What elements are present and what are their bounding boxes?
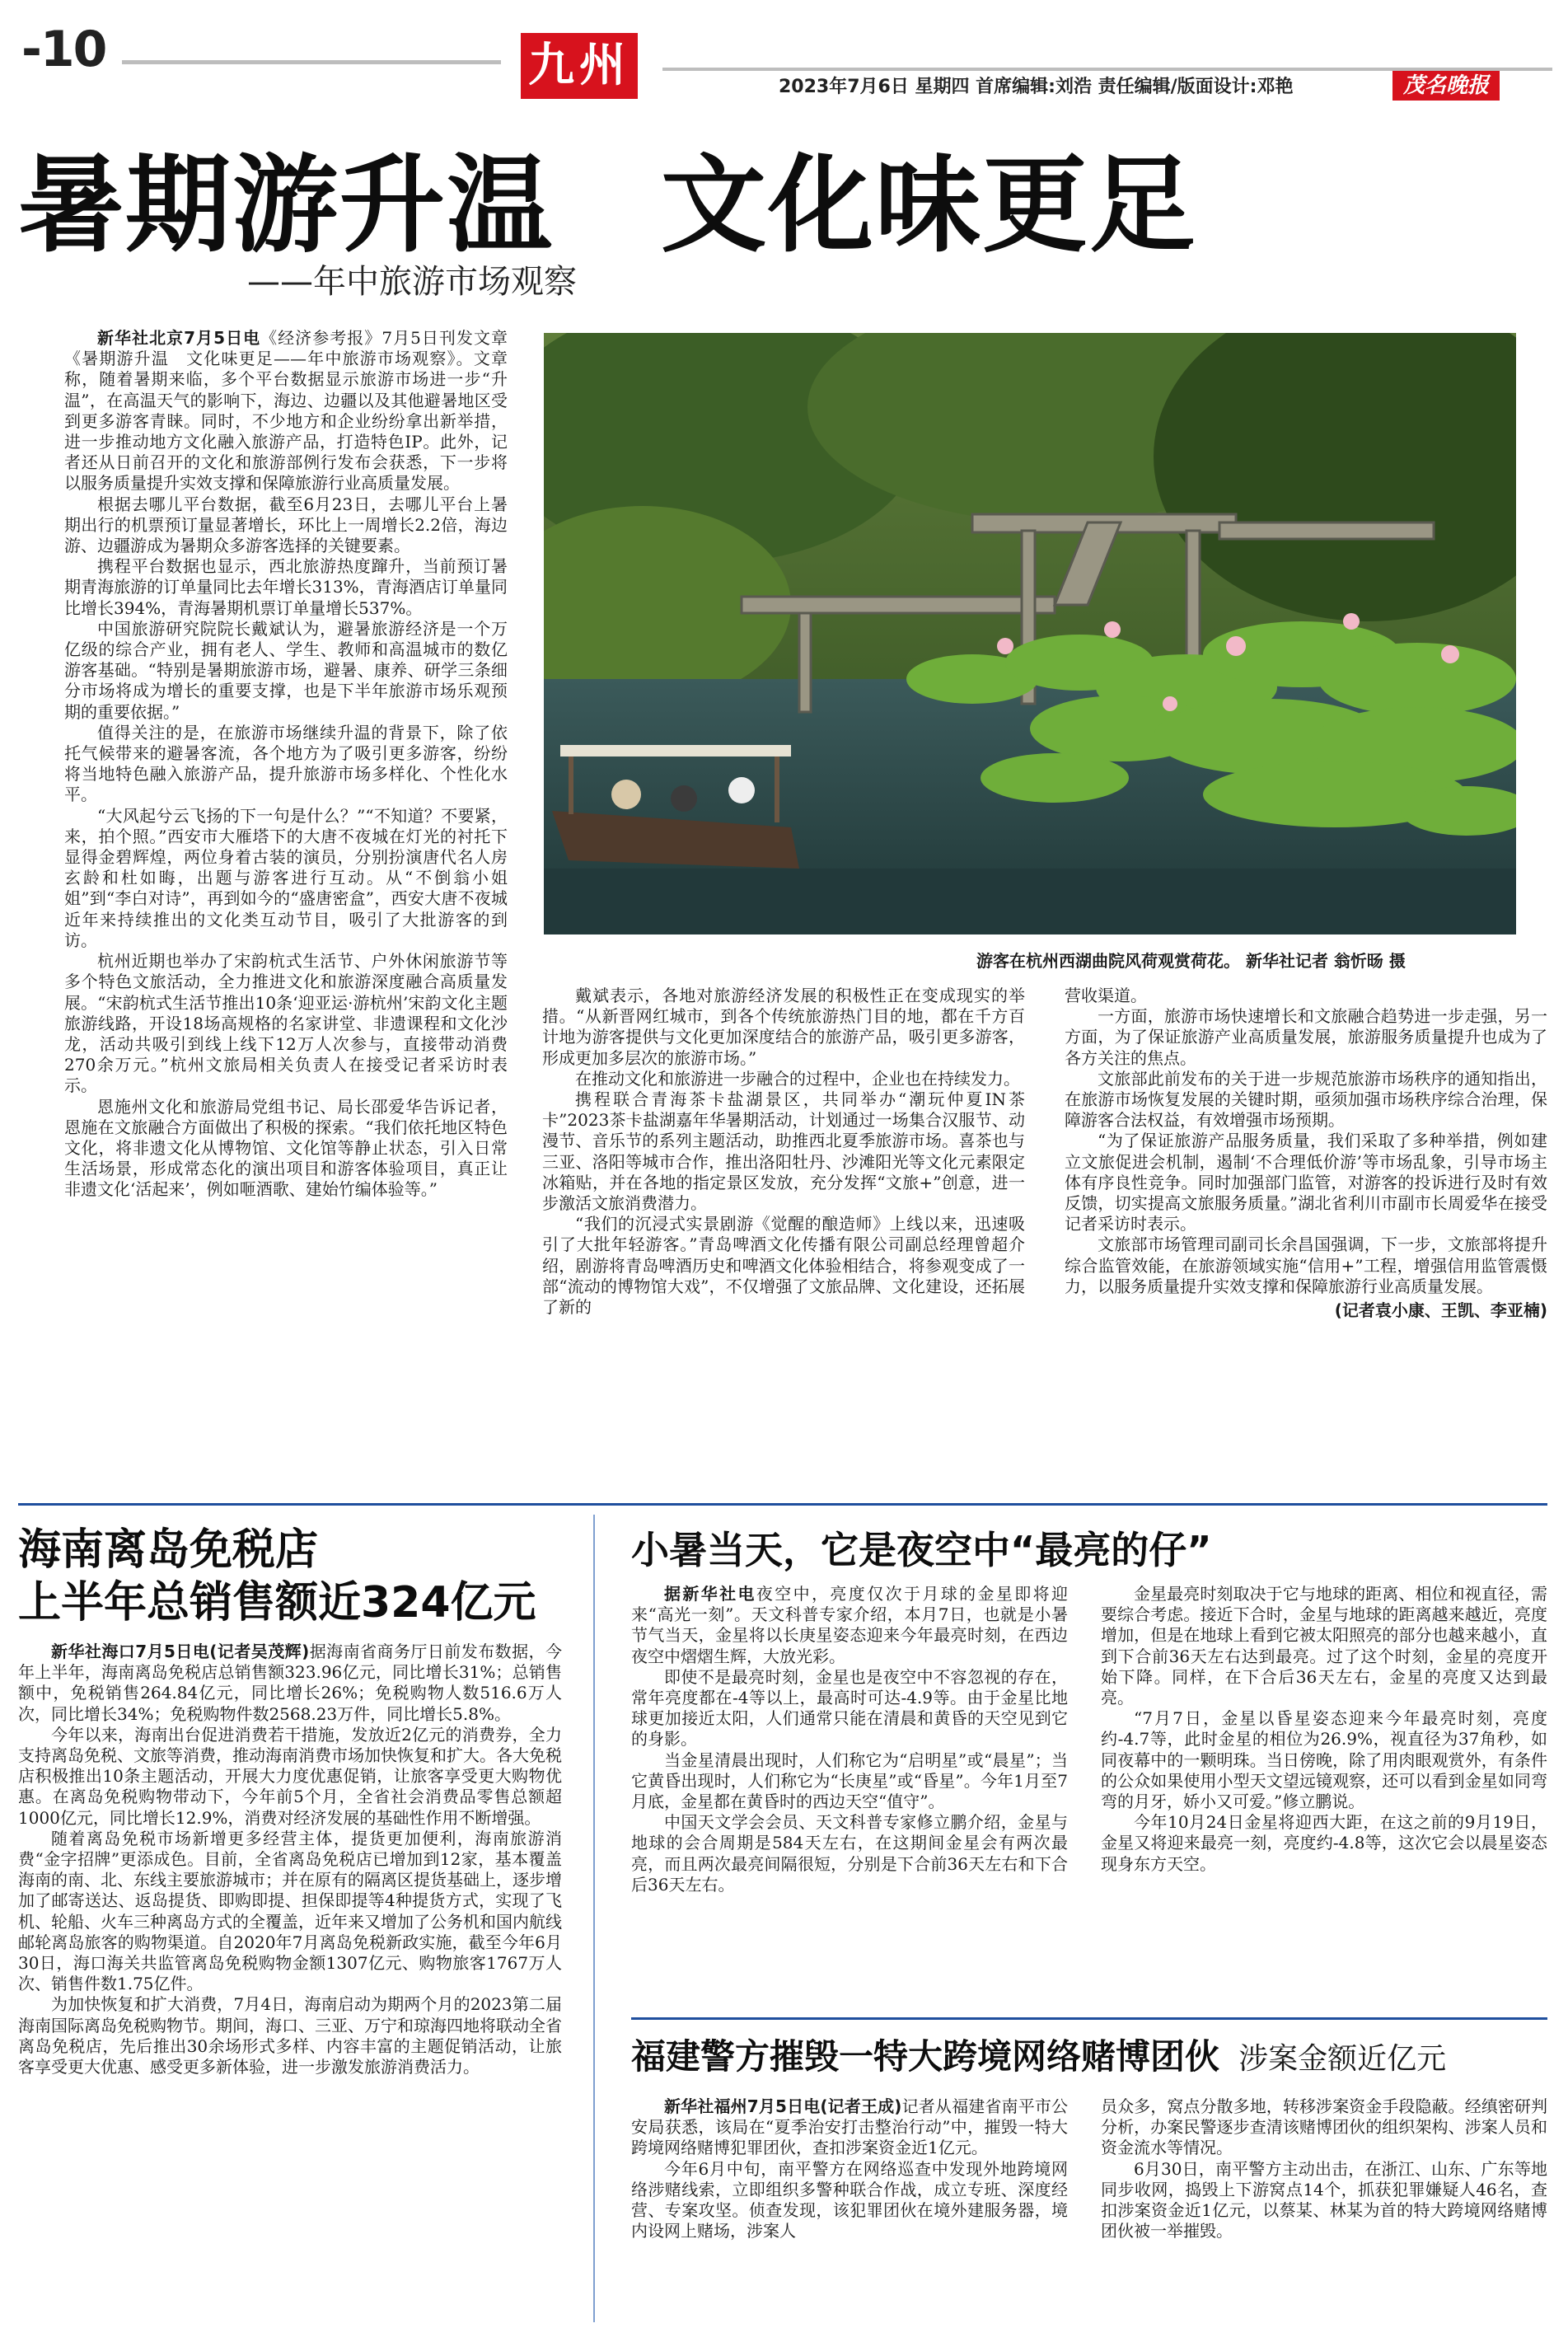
story1-paragraph: 中国旅游研究院院长戴斌认为，避暑旅游经济是一个万亿级的综合产业，拥有老人、学生、教师和高温城市的数亿游客基础。“特别是暑期旅游市场，避暑、康养、研学三条细分市场将成为增长的重要支撑，也是下半年旅游市场乐观预期的重要依据。” <box>64 618 508 722</box>
story1-paragraph: “为了保证旅游产品服务质量，我们采取了多种举措，例如建立文旅促进会机制，遏制‘不合理低价游’等市场乱象，引导市场主体有序良性竞争。同时加强部门监管，对游客的投诉进行及时有效反馈，切实提高文旅服务质量。”湖北省利川市副市长周爱华在接受记者采访时表示。 <box>1065 1131 1547 1234</box>
story3-column-left <box>631 1584 1068 1895</box>
story4-headline-row <box>631 2034 1446 2082</box>
story2-headline-line2: 上半年总销售额近324亿元 <box>18 1578 536 1628</box>
story1-photo <box>544 333 1516 934</box>
masthead-left-rule <box>122 60 501 64</box>
story1-paragraph: 戴斌表示，各地对旅游经济发展的积极性正在变成现实的举措。“从新晋网红城市，到各个传统旅游热门目的地，都在千方百计地为游客提供与文化更加深度结合的旅游产品，吸引更多游客，形成更加多层次的旅游市场。” <box>542 986 1025 1068</box>
story1-paragraph: 文旅部市场管理司副司长余昌国强调，下一步，文旅部将提升综合监管效能，在旅游领域实施“信用+”工程，增强信用监管震慑力，以服务质量提升实效支撑和保障旅游行业高质量发展。 <box>1065 1234 1547 1296</box>
story1-paragraph: 新华社北京7月5日电《经济参考报》7月5日刊发文章《暑期游升温 文化味更足——年中旅游市场观察》。文章称，随着暑期来临，多个平台数据显示旅游市场进一步“升温”，在高温天气的影响下，海边、边疆以及其他避暑地区受到更多游客青睐。同时，不少地方和企业纷纷拿出新举措，进一步推动地方文化融入旅游产品，打造特色IP。此外，记者还从日前召开的文化和旅游部例行发布会获悉，下一步将以服务质量提升实效支撑和保障旅游行业高质量发展。 <box>64 328 508 494</box>
story4-paragraph: 今年6月中旬，南平警方在网络巡查中发现外地跨境网络涉赌线索，立即组织多警种联合作战，成立专班、深度经营、专案攻坚。侦查发现，该犯罪团伙在境外建服务器，境内设网上赌场，涉案人 <box>631 2158 1068 2241</box>
story4-paragraph: 新华社福州7月5日电(记者王成)记者从福建省南平市公安局获悉，该局在“夏季治安打击整治行动”中，摧毁一特大跨境网络赌博犯罪团伙，查扣涉案资金近1亿元。 <box>631 2096 1069 2158</box>
story1-paragraph: 值得关注的是，在旅游市场继续升温的背景下，除了依托气候带来的避暑客流，各个地方为了吸引更多游客，纷纷将当地特色融入旅游产品，提升旅游市场多样化、个性化水平。 <box>64 722 508 805</box>
west-lake-photo-illustration <box>544 333 1516 934</box>
story1-lead-dateline: 新华社北京7月5日电 <box>97 328 261 348</box>
story3-paragraph: 据新华社电夜空中，亮度仅次于月球的金星即将迎来“高光一刻”。天文科普专家介绍，本月7日，也就是小暑节气当天，金星将以长庚星姿态迎来今年最亮时刻，在西边夜空中熠熠生辉，大放光彩。 <box>631 1584 1069 1666</box>
story3-paragraph: 当金星清晨出现时，人们称它为“启明星”或“晨星”；当它黄昏出现时，人们称它为“长庚星”或“昏星”。今年1月至7月底，金星都在黄昏时的西边天空“值守”。 <box>631 1750 1068 1812</box>
story1-paragraph: 在推动文化和旅游进一步融合的过程中，企业也在持续发力。 <box>575 1068 1020 1089</box>
story3-paragraph: 今年10月24日金星将迎西大距，在这之前的9月19日，金星又将迎来最亮一刻，亮度约-4.8等，这次它会以晨星姿态现身东方天空。 <box>1101 1812 1547 1874</box>
story1-subhead: ——年中旅游市场观察 <box>247 263 577 301</box>
masthead <box>0 0 1568 107</box>
story3-paragraph: 即使不是最亮时刻，金星也是夜空中不容忽视的存在，常年亮度都在-4等以上，最高时可达-4.9等。由于金星比地球更加接近太阳，人们通常只能在清晨和黄昏的天空见到它的身影。 <box>631 1666 1068 1750</box>
story1-paragraph: “我们的沉浸式实景剧游《觉醒的酿造师》上线以来，迅速吸引了大批年轻游客。”青岛啤酒文化传播有限公司副总经理曾超介绍，剧游将青岛啤酒历史和啤酒文化体验相结合，将参观变成了一部“流动的博物馆大戏”，不仅增强了文旅品牌、文化建设，还拓展了新的 <box>542 1214 1025 1318</box>
dateline: 2023年7月6日 星期四 首席编辑:刘浩 责任编辑/版面设计:邓艳 <box>779 77 1294 97</box>
story2-paragraph: 新华社海口7月5日电(记者吴茂辉)据海南省商务厅日前发布数据，今年上半年，海南离岛免税店总销售额323.96亿元，同比增长31%；总销售额中，免税销售264.84亿元，同比增长26%；免税购物人数516.6万人次，同比增长34%；免税购物件数2568.23万件，同比增长5.8%。 <box>18 1642 562 1724</box>
story3-column-right <box>1101 1584 1547 1875</box>
story1-byline: (记者袁小康、王凯、李亚楠) <box>1334 1300 1547 1321</box>
story3-paragraph: “7月7日，金星以昏星姿态迎来今年最亮时刻，亮度约-4.7等，此时金星的相位为26.9%，视直径为37角秒，如同夜幕中的一颗明珠。当日傍晚，除了用肉眼观赏外，有条件的公众如果使用小型天文望远镜观察，还可以看到金星如同弯弯的月牙，娇小又可爱。”修立鹏说。 <box>1101 1708 1547 1812</box>
story1-paragraph: 一方面，旅游市场快速增长和文旅融合趋势进一步走强，另一方面，为了保证旅游产业高质量发展，旅游服务质量提升也成为了各方关注的焦点。 <box>1065 1006 1547 1068</box>
story2-paragraph: 为加快恢复和扩大消费，7月4日，海南启动为期两个月的2023第二届海南国际离岛免税购物节。期间，海口、三亚、万宁和琼海四地将联动全省离岛免税店，先后推出30余场形式多样、内容丰富的主题促销活动，让旅客享受更大优惠、感受更多新体验，进一步激发旅游消费活力。 <box>18 1994 562 2077</box>
story4-column-right <box>1101 2096 1547 2241</box>
story2-paragraph: 今年以来，海南出台促进消费若干措施，发放近2亿元的消费券，全力支持离岛免税、文旅等消费，推动海南消费市场加快恢复和扩大。各大免税店积极推出10条主题活动，开展大力度优惠促销，让旅客享受更大购物优惠。在离岛免税购物带动下，今年前5个月，全省社会消费品零售总额超1000亿元，同比增长12.9%，消费对经济发展的基础性作用不断增强。 <box>18 1724 562 1828</box>
story2-lead-dateline: 新华社海口7月5日电(记者吴茂辉) <box>51 1642 310 1661</box>
story3-paragraph: 金星最亮时刻取决于它与地球的距离、相位和视直径，需要综合考虑。接近下合时，金星与地球的距离越来越近，亮度增加，但是在地球上看到它被太阳照亮的部分也越来越小，直到下合前36天左右达到最亮。过了这个时刻，金星的亮度开始下降。同样，在下合后36天左右，金星的亮度又达到最亮。 <box>1101 1584 1547 1708</box>
story2-column <box>18 1642 562 2077</box>
story1-column-right <box>1065 986 1547 1321</box>
section-divider <box>18 1503 1547 1506</box>
story1-column-mid <box>542 986 1025 1318</box>
page-number: -10 <box>21 21 106 78</box>
story2-headline-line1: 海南离岛免税店 <box>18 1525 319 1575</box>
story1-paragraph: 携程平台数据也显示，西北旅游热度蹿升，当前预订暑期青海旅游的订单量同比去年增长313%，青海酒店订单量同比增长394%，青海暑期机票订单量增长537%。 <box>64 556 508 618</box>
story1-paragraph: “大风起兮云飞扬的下一句是什么？”“不知道？不要紧，来，拍个照。”西安市大雁塔下的大唐不夜城在灯光的衬托下显得金碧辉煌，两位身着古装的演员，分别扮演唐代名人房玄龄和杜如晦，出题与游客进行互动。从“不倒翁小姐姐”到“李白对诗”，再到如今的“盛唐密盒”，西安大唐不夜城近年来持续推出的文化类互动节目，吸引了大批游客的到访。 <box>64 805 508 950</box>
story1-paragraph: 携程联合青海茶卡盐湖景区，共同举办“潮玩仲夏IN茶卡”2023茶卡盐湖嘉年华暑期活动，计划通过一场集合汉服节、动漫节、音乐节的系列主题活动，助推西北夏季旅游市场。喜茶也与三亚、洛阳等城市合作，推出洛阳牡丹、沙滩阳光等文化元素限定冰箱贴，并在各地的指定景区发放，充分发挥“文旅+”创意，进一步激活文旅消费潜力。 <box>542 1089 1025 1214</box>
story1-paragraph: 根据去哪儿平台数据，截至6月23日，去哪儿平台上暑期出行的机票预订量显著增长，环比上一周增长2.2倍，海边游、边疆游成为暑期众多游客选择的关键要素。 <box>64 494 508 556</box>
story4-paragraph: 6月30日，南平警方主动出击，在浙江、山东、广东等地同步收网，捣毁上下游窝点14个，抓获犯罪嫌疑人46名，查扣涉案资金近1亿元，以蔡某、林某为首的特大跨境网络赌博团伙被一举摧毁。 <box>1101 2158 1547 2241</box>
section-tag <box>521 33 638 99</box>
section-tag-label: 九州 <box>528 39 630 92</box>
column-divider <box>593 1515 595 2322</box>
paper-logo-text: 茂名晚报 <box>1402 73 1489 98</box>
paper-logo <box>1392 71 1500 101</box>
story1-paragraph: 文旅部此前发布的关于进一步规范旅游市场秩序的通知指出，在旅游市场恢复发展的关键时期，亟须加强市场秩序综合治理，保障游客合法权益，有效增强市场预期。 <box>1065 1068 1547 1131</box>
story1-column-left <box>64 328 508 1201</box>
story2-paragraph: 随着离岛免税市场新增更多经营主体，提货更加便利，海南旅游消费“金字招牌”更添成色。目前，全省离岛免税店已增加到12家，基本覆盖海南的南、北、东线主要旅游城市；并在原有的隔离区提货基础上，逐步增加了邮寄送达、返岛提货、即购即提、担保即提等4种提货方式，实现了飞机、轮船、火车三种离岛方式的全覆盖，近年来又增加了公务机和国内航线邮轮离岛旅客的购物渠道。自2020年7月离岛免税新政实施，截至今年6月30日，海口海关共监管离岛免税购物金额1307亿元、购物旅客1767万人次、销售件数1.75亿件。 <box>18 1828 562 1994</box>
story1-paragraph: 营收渠道。 <box>1065 986 1147 1005</box>
story1-paragraph: 杭州近期也举办了宋韵杭式生活节、户外休闲旅游节等多个特色文旅活动，全力推进文化和旅游深度融合高质量发展。“宋韵杭式生活节推出10条‘迎亚运·游杭州’宋韵文化主题旅游线路，开设18场高规格的名家讲堂、非遗课程和文化沙龙，活动共吸引到线上线下12万人次参与，直接带动消费270余万元。”杭州文旅局相关负责人在接受记者采访时表示。 <box>64 951 508 1096</box>
story4-subhead: 涉案金额近亿元 <box>1238 2042 1447 2076</box>
story1-paragraph: 恩施州文化和旅游局党组书记、局长邵爱华告诉记者，恩施在文旅融合方面做出了积极的探索。“我们依托地区特色文化，将非遗文化从博物馆、文化馆等静止状态，引入日常生活场景，形成常态化的演出项目和游客体验项目，真正让非遗文化‘活起来’，例如咂酒歌、建始竹编体验等。” <box>64 1096 508 1200</box>
story4-paragraph: 员众多，窝点分散多地，转移涉案资金手段隐蔽。经缜密研判分析，办案民警逐步查清该赌博团伙的组织架构、涉案人员和资金流水等情况。 <box>1101 2096 1547 2158</box>
story4-column-left <box>631 2096 1068 2241</box>
story3-paragraph: 中国天文学会会员、天文科普专家修立鹏介绍，金星与地球的会合周期是584天左右，在这期间金星会有两次最亮，而且两次最亮间隔很短，分别是下合前36天左右和下合后36天左右。 <box>631 1812 1068 1895</box>
story4-headline: 福建警方摧毁一特大跨境网络赌博团伙 <box>631 2036 1220 2077</box>
story1-photo-caption: 游客在杭州西湖曲院风荷观赏荷花。 新华社记者 翁忻旸 摄 <box>976 951 1406 971</box>
story3-headline: 小暑当天，它是夜空中“最亮的仔” <box>631 1528 1212 1572</box>
story1-headline: 暑期游升温 文化味更足 <box>18 144 1197 267</box>
story-divider <box>631 2017 1547 2020</box>
story3-lead-dateline: 据新华社电 <box>664 1584 756 1604</box>
story4-lead-dateline: 新华社福州7月5日电(记者王成) <box>664 2096 902 2116</box>
